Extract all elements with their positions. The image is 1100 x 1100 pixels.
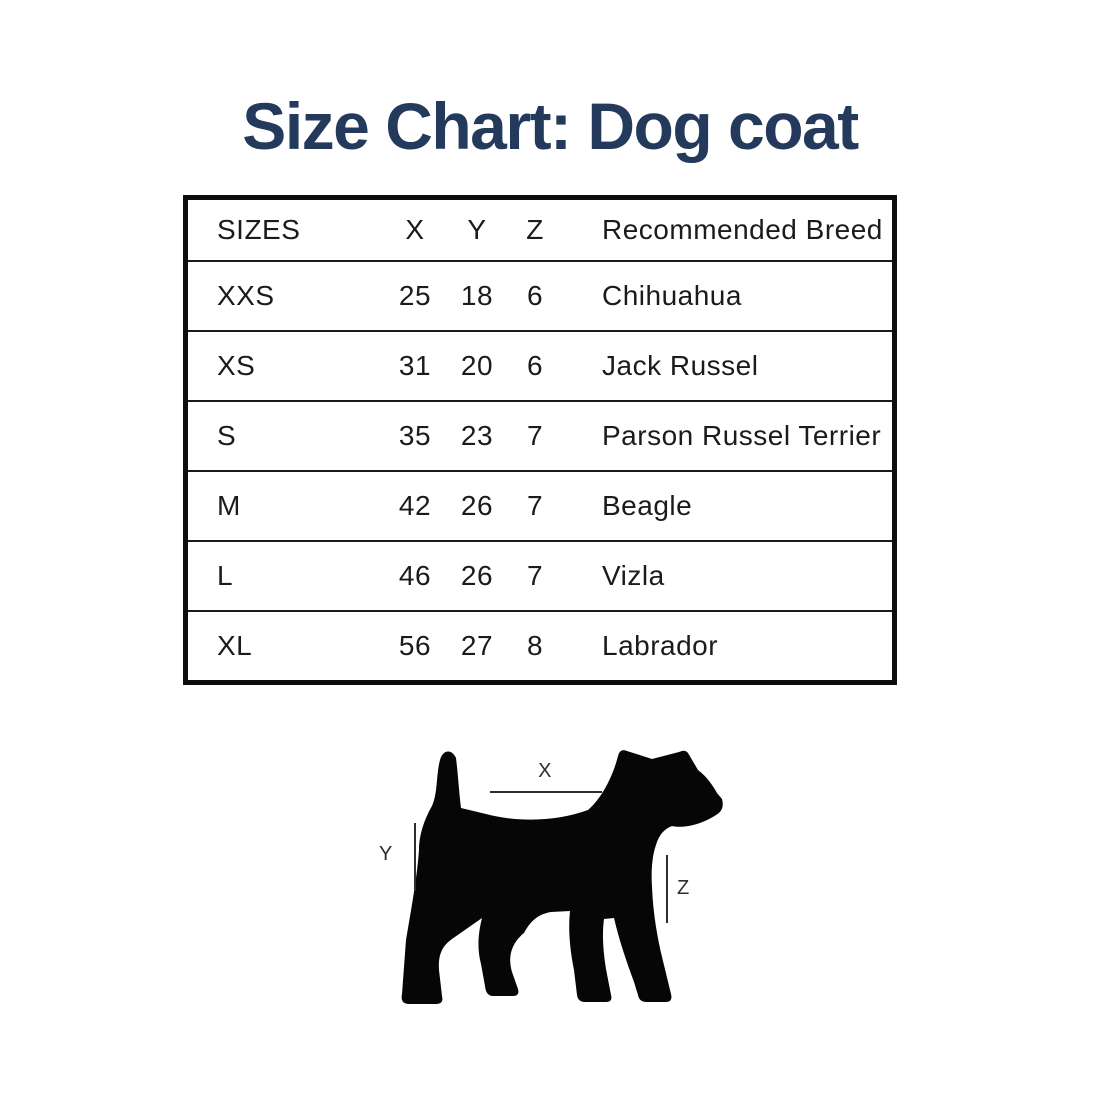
column-header-x: X	[405, 214, 425, 245]
cell-breed: Jack Russel	[602, 350, 759, 381]
measure-y-line	[414, 823, 416, 891]
cell-y: 26	[460, 560, 494, 591]
measure-x-label: X	[538, 760, 552, 782]
cell-size: XXS	[217, 280, 275, 311]
cell-breed: Chihuahua	[602, 280, 742, 311]
table-row-l	[188, 540, 892, 610]
cell-size: XL	[217, 630, 253, 661]
column-header-breed: Recommended Breed	[602, 214, 883, 245]
cell-y: 23	[460, 420, 494, 451]
cell-z: 6	[526, 280, 544, 311]
cell-x: 42	[398, 490, 432, 521]
cell-z: 7	[526, 490, 544, 521]
cell-z: 7	[526, 420, 544, 451]
cell-y: 20	[460, 350, 494, 381]
cell-z: 8	[526, 630, 544, 661]
cell-z: 7	[526, 560, 544, 591]
measure-z-line	[666, 855, 668, 923]
size-table	[183, 195, 897, 685]
cell-y: 27	[460, 630, 494, 661]
cell-y: 18	[460, 280, 494, 311]
measure-x-line	[490, 791, 602, 793]
cell-x: 56	[398, 630, 432, 661]
page-title: Size Chart: Dog coat	[242, 89, 858, 163]
table-row-xl	[188, 610, 892, 680]
column-header-sizes: SIZES	[217, 214, 301, 245]
column-header-z: Z	[526, 214, 544, 245]
cell-y: 26	[460, 490, 494, 521]
cell-breed: Parson Russel Terrier	[602, 420, 882, 451]
table-header-row	[188, 200, 892, 260]
measure-y-label: Y	[379, 843, 393, 865]
measure-z-label: Z	[677, 877, 690, 899]
cell-x: 25	[398, 280, 432, 311]
cell-breed: Beagle	[602, 490, 693, 521]
table-row-m	[188, 470, 892, 540]
cell-breed: Vizla	[602, 560, 665, 591]
cell-size: XS	[217, 350, 256, 381]
table-row-xs	[188, 330, 892, 400]
cell-x: 35	[398, 420, 432, 451]
cell-breed: Labrador	[602, 630, 719, 661]
cell-size: M	[217, 490, 241, 521]
table-row-s	[188, 400, 892, 470]
column-header-y: Y	[467, 214, 487, 245]
cell-z: 6	[526, 350, 544, 381]
cell-size: S	[217, 420, 237, 451]
cell-size: L	[217, 560, 234, 591]
cell-x: 46	[398, 560, 432, 591]
cell-x: 31	[398, 350, 432, 381]
table-row-xxs	[188, 260, 892, 330]
